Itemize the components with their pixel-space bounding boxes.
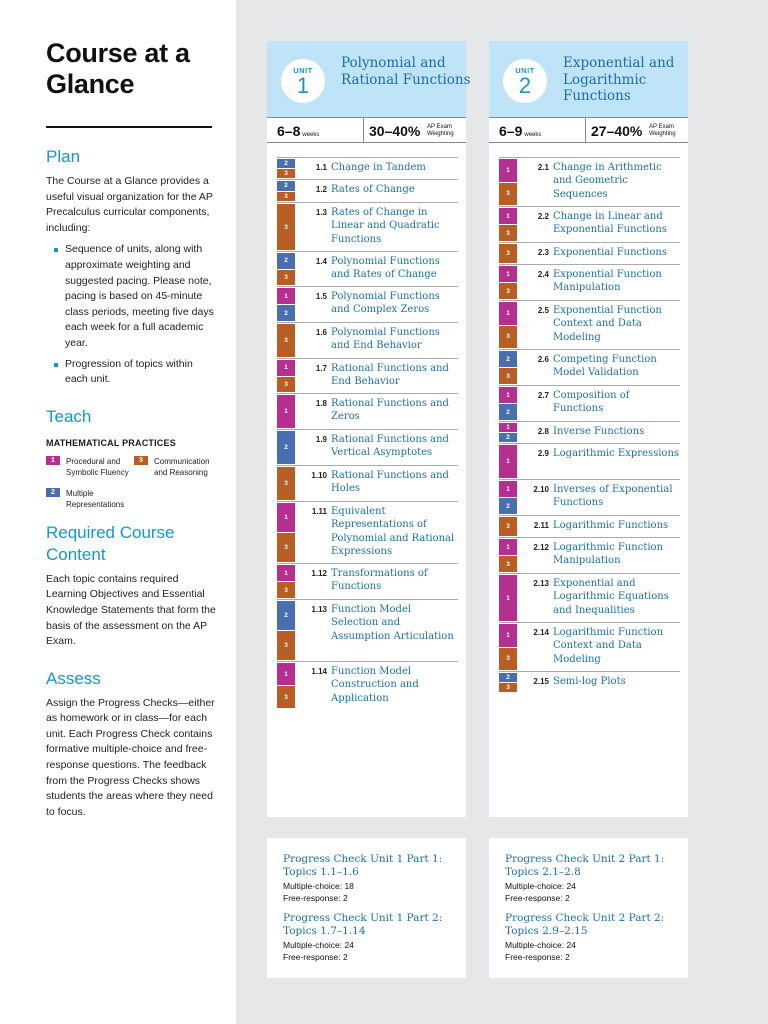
mc-label: Multiple-choice:: [283, 939, 343, 950]
mc-value: 18: [344, 880, 354, 891]
practice-badge: 2: [499, 433, 517, 442]
practice-badge: 3: [499, 283, 517, 299]
topic-number: 2.10: [533, 485, 549, 494]
weeks-value: 6–9: [499, 123, 523, 139]
progress-check-title[interactable]: Progress Check Unit 1 Part 1: Topics 1.1–1.6: [283, 853, 443, 879]
topic-number: 1.10: [311, 471, 327, 480]
plan-bullet-text: Progression of topics within each unit.: [65, 357, 193, 386]
topic-row[interactable]: [499, 622, 680, 671]
topic-link[interactable]: Function Model Construction and Application: [331, 666, 419, 704]
practice-badge: 3: [277, 631, 295, 660]
practice-bar: [499, 575, 517, 621]
topic-link[interactable]: Exponential and Logarithmic Equations and Inequalities: [553, 578, 669, 616]
practice-bar: [499, 539, 517, 572]
unit-pacing-strip: [267, 117, 466, 143]
content-text: Each topic contains required Learning Objectives and Essential Knowledge Statements that form the basis of the assessment on the AP Exam.: [46, 572, 216, 648]
plan-bullet: [54, 357, 218, 388]
fr-label: Free-response:: [283, 892, 341, 903]
unit-pacing-strip: [489, 117, 688, 143]
assess-text: Assign the Progress Checks—either as homework or in class—for each unit. Each Progress Check contains formative multiple-choice and free-response questions. The feedback from the Progress Checks shows students the areas where they need to focus.: [46, 696, 215, 818]
exam-weighting: 27–40%: [591, 123, 643, 139]
practice-badge: 1: [499, 481, 517, 498]
topic-number: 2.12: [533, 543, 549, 552]
practice-bar: [277, 395, 295, 428]
topic-link[interactable]: Logarithmic Function Context and Data Modeling: [553, 627, 664, 665]
unit-header: [267, 41, 471, 117]
practice-bar: [277, 565, 295, 598]
multiple-choice-count: [505, 880, 688, 892]
practice-badge: 2: [277, 159, 295, 169]
mc-label: Multiple-choice:: [505, 880, 565, 891]
topic-row[interactable]: [277, 251, 458, 286]
topic-row[interactable]: [277, 393, 458, 429]
topic-row[interactable]: [277, 501, 458, 563]
topic-link[interactable]: Rates of Change in Linear and Quadratic Functions: [331, 207, 440, 245]
plan-bullets: [46, 242, 236, 387]
unit-badge: [281, 59, 325, 103]
topic-number: 1.9: [315, 435, 327, 444]
practice-bar: [499, 302, 517, 348]
fr-label: Free-response:: [505, 951, 563, 962]
practice-bar: [499, 159, 517, 205]
practice-badge: 3: [499, 326, 517, 349]
fr-value: 2: [565, 951, 570, 962]
pacing-weeks: [499, 123, 541, 139]
practice-bar: [277, 601, 295, 660]
topic-row[interactable]: [499, 573, 680, 622]
topic-link[interactable]: Polynomial Functions and Rates of Change: [331, 256, 440, 281]
weeks-unit: weeks: [302, 132, 320, 138]
topic-link[interactable]: Function Model Selection and Assumption Articulation: [331, 604, 454, 642]
unit-label: UNIT: [293, 66, 313, 75]
practice-badge: 1: [499, 624, 517, 648]
legend-swatch: 3: [134, 456, 148, 465]
practices-heading: MATHEMATICAL PRACTICES: [46, 437, 176, 448]
topic-link[interactable]: Polynomial Functions and Complex Zeros: [331, 291, 440, 316]
mc-value: 24: [566, 939, 576, 950]
topic-link[interactable]: Transformations of Functions: [331, 568, 428, 593]
practice-bar: [499, 351, 517, 384]
pacing-weeks: [277, 123, 319, 139]
content-heading: Required Course Content: [46, 522, 175, 564]
practice-badge: 3: [277, 270, 295, 286]
fr-label: Free-response:: [505, 892, 563, 903]
topic-link[interactable]: Change in Tandem: [331, 162, 426, 173]
topic-row[interactable]: [277, 157, 458, 179]
topic-row[interactable]: [277, 286, 458, 322]
topic-link[interactable]: Change in Arithmetic and Geometric Sequences: [553, 162, 662, 200]
topic-row[interactable]: [499, 264, 680, 300]
bullet-square-icon: [54, 248, 58, 252]
practice-badge: 2: [277, 305, 295, 321]
topic-number: 1.5: [315, 292, 327, 301]
practice-bar: [499, 673, 517, 692]
topic-link[interactable]: Inverse Functions: [553, 426, 645, 437]
practice-bar: [499, 387, 517, 420]
topic-row[interactable]: [277, 202, 458, 251]
practice-badge: 3: [499, 683, 517, 692]
practice-bar: [499, 266, 517, 299]
topic-link[interactable]: Equivalent Representations of Polynomial and Rational Expressions: [331, 506, 455, 558]
legend-item-representations: [46, 488, 132, 510]
practice-badge: 1: [277, 288, 295, 305]
practice-badge: 1: [499, 423, 517, 433]
legend-item-communication: [134, 456, 218, 478]
title-divider: [46, 126, 212, 128]
topic-link[interactable]: Exponential Functions: [553, 247, 667, 258]
practice-badge: 2: [277, 181, 295, 192]
weeks-value: 6–8: [277, 123, 301, 139]
practice-badge: 1: [499, 575, 517, 621]
practice-badge: 3: [277, 686, 295, 708]
topic-link[interactable]: Exponential Function Manipulation: [553, 269, 662, 294]
multiple-choice-count: [283, 939, 466, 951]
practice-badge: 2: [499, 498, 517, 514]
topic-row[interactable]: [499, 421, 680, 443]
practice-badge: 2: [499, 351, 517, 368]
topic-number: 2.13: [533, 579, 549, 588]
fr-value: 2: [343, 892, 348, 903]
pacing-divider: [585, 118, 586, 142]
topic-row[interactable]: [499, 206, 680, 242]
practice-badge: 1: [277, 663, 295, 686]
practice-bar: [277, 204, 295, 250]
practice-badge: 1: [499, 266, 517, 283]
pacing-divider: [363, 118, 364, 142]
plan-bullet: [54, 242, 218, 351]
practice-badge: 3: [499, 244, 517, 263]
topic-number: 1.8: [315, 399, 327, 408]
practice-badge: 1: [277, 360, 295, 377]
practice-badge: 2: [499, 673, 517, 683]
progress-check-title[interactable]: Progress Check Unit 2 Part 1: Topics 2.1–2.8: [505, 853, 665, 879]
practice-badge: 2: [277, 431, 295, 464]
topic-number: 2.6: [537, 355, 549, 364]
practice-badge: 2: [277, 253, 295, 270]
practice-badge: 1: [499, 302, 517, 326]
topic-link[interactable]: Semi-log Plots: [553, 676, 626, 687]
unit-2-progress-checks: [489, 838, 688, 978]
exam-weighting-label: AP Exam Weighting: [649, 124, 676, 137]
topic-row[interactable]: [499, 479, 680, 515]
practice-badge: 3: [277, 377, 295, 393]
topic-number: 2.2: [537, 212, 549, 221]
topic-number: 1.14: [311, 667, 327, 676]
topic-number: 1.6: [315, 328, 327, 337]
practice-badge: 2: [499, 404, 517, 420]
topic-number: 1.1: [315, 163, 327, 172]
unit-number: 1: [296, 73, 310, 98]
practice-bar: [499, 208, 517, 241]
exam-weighting-label: AP Exam Weighting: [427, 124, 454, 137]
fr-value: 2: [565, 892, 570, 903]
practice-badge: 1: [277, 565, 295, 582]
practice-badge: 3: [277, 324, 295, 357]
topic-row[interactable]: [277, 358, 458, 393]
practice-bar: [499, 244, 517, 263]
progress-check-gap: [283, 904, 466, 912]
free-response-count: [283, 892, 466, 904]
weeks-unit: weeks: [524, 132, 542, 138]
topic-row[interactable]: [277, 179, 458, 202]
topic-link[interactable]: Rational Functions and End Behavior: [331, 363, 449, 388]
topic-row[interactable]: [499, 671, 680, 693]
unit-header: [489, 41, 688, 117]
legend-item-procedural: [46, 456, 132, 478]
practice-bar: [277, 324, 295, 357]
plan-intro: The Course at a Glance provides a useful visual organization for the AP Precalculus curricular components, including:: [46, 175, 213, 234]
fr-value: 2: [343, 951, 348, 962]
topic-row[interactable]: [277, 429, 458, 465]
topic-number: 2.5: [537, 306, 549, 315]
topic-row[interactable]: [499, 443, 680, 479]
topic-link[interactable]: Rates of Change: [331, 184, 415, 195]
practice-badge: 3: [277, 169, 295, 178]
topic-number: 1.2: [315, 185, 327, 194]
topic-number: 1.3: [315, 208, 327, 217]
practice-badge: 3: [499, 183, 517, 206]
practice-badge: 3: [277, 582, 295, 598]
multiple-choice-count: [283, 880, 466, 892]
topic-number: 2.8: [537, 427, 549, 436]
topic-list: [499, 157, 680, 693]
practice-badge: 3: [277, 467, 295, 500]
practice-badge: 3: [499, 517, 517, 536]
topic-row[interactable]: [277, 563, 458, 599]
topic-number: 2.4: [537, 270, 549, 279]
sidebar: [0, 0, 236, 1024]
fr-label: Free-response:: [283, 951, 341, 962]
legend-label: Procedural and Symbolic Fluency: [66, 456, 129, 477]
topic-row[interactable]: [277, 322, 458, 358]
practice-bar: [277, 663, 295, 708]
legend-label: Communication and Reasoning: [154, 456, 210, 477]
practice-badge: 3: [499, 648, 517, 671]
teach-heading: Teach: [46, 406, 92, 426]
progress-check-gap: [505, 904, 688, 912]
topic-link[interactable]: Logarithmic Function Manipulation: [553, 542, 664, 567]
practice-bar: [277, 503, 295, 562]
topic-link[interactable]: Exponential Function Context and Data Modeling: [553, 305, 662, 343]
practice-badge: 3: [499, 225, 517, 241]
topic-number: 2.11: [533, 521, 549, 530]
page-title: Course at a Glance: [46, 38, 190, 99]
unit-label: UNIT: [515, 66, 535, 75]
bullet-square-icon: [54, 363, 58, 367]
practice-bar: [277, 288, 295, 321]
practice-bar: [277, 159, 295, 178]
practice-badge: 1: [277, 503, 295, 533]
topic-link[interactable]: Inverses of Exponential Functions: [553, 484, 673, 509]
unit-1-card: [267, 41, 471, 817]
exam-weighting: 30–40%: [369, 123, 421, 139]
mc-value: 24: [344, 939, 354, 950]
topic-row[interactable]: [499, 300, 680, 349]
practice-badge: 1: [499, 445, 517, 478]
practice-badge: 3: [277, 533, 295, 562]
progress-check-title[interactable]: Progress Check Unit 1 Part 2: Topics 1.7–1.14: [283, 911, 443, 938]
practice-bar: [499, 481, 517, 514]
practice-badge: 3: [277, 204, 295, 250]
topic-link[interactable]: Logarithmic Functions: [553, 520, 669, 531]
topic-number: 2.9: [537, 449, 549, 458]
practice-badge: 3: [499, 556, 517, 572]
topic-row[interactable]: [277, 661, 458, 709]
practice-bar: [499, 423, 517, 442]
topic-number: 2.7: [537, 391, 549, 400]
free-response-count: [505, 951, 688, 963]
topic-number: 2.3: [537, 248, 549, 257]
topic-link[interactable]: Rational Functions and Holes: [331, 470, 449, 495]
progress-check-title[interactable]: Progress Check Unit 2 Part 2: Topics 2.9–2.15: [505, 911, 665, 938]
topic-row[interactable]: [499, 515, 680, 537]
assess-heading: Assess: [46, 668, 101, 688]
practice-badge: 2: [277, 601, 295, 631]
topic-row[interactable]: [277, 465, 458, 501]
practice-badge: 1: [277, 395, 295, 428]
free-response-count: [283, 951, 466, 963]
practice-badge: 1: [499, 159, 517, 183]
practice-bar: [277, 431, 295, 464]
topic-row[interactable]: [499, 242, 680, 264]
topic-row[interactable]: [499, 537, 680, 573]
unit-title: Exponential and Logarithmic Functions: [563, 55, 675, 104]
unit-2-card: [489, 41, 688, 817]
topic-number: 2.14: [533, 628, 549, 637]
topic-link[interactable]: Polynomial Functions and End Behavior: [331, 327, 440, 352]
legend-label: Multiple Representations: [66, 488, 125, 509]
unit-number: 2: [518, 73, 532, 98]
plan-heading: Plan: [46, 147, 81, 166]
topic-link[interactable]: Competing Function Model Validation: [553, 354, 657, 379]
practice-bar: [277, 253, 295, 285]
topic-number: 1.11: [311, 507, 327, 516]
topic-link[interactable]: Composition of Functions: [553, 390, 630, 415]
practice-bar: [499, 517, 517, 536]
mc-value: 24: [566, 880, 576, 891]
mc-label: Multiple-choice:: [505, 939, 565, 950]
practice-bar: [277, 181, 295, 201]
topic-number: 1.13: [311, 605, 327, 614]
topic-list: [277, 157, 458, 709]
practice-bar: [277, 467, 295, 500]
plan-bullet-text: Sequence of units, along with approximate weighting and suggested pacing. Please note, pacing is based on 45-minute class periods, meeting five days each week for a full academic year.: [65, 243, 214, 349]
practice-bar: [499, 624, 517, 670]
topic-link[interactable]: Rational Functions and Zeros: [331, 398, 449, 423]
practice-badge: 3: [499, 368, 517, 384]
unit-title: Polynomial and Rational Functions: [341, 55, 471, 88]
free-response-count: [505, 892, 688, 904]
practice-badge: 1: [499, 539, 517, 556]
unit-badge: [503, 59, 547, 103]
topic-number: 1.12: [311, 569, 327, 578]
topic-link[interactable]: Rational Functions and Vertical Asymptotes: [331, 434, 449, 459]
legend-swatch: 2: [46, 488, 60, 497]
unit-1-progress-checks: [267, 838, 466, 978]
legend-swatch: 1: [46, 456, 60, 465]
practice-bar: [499, 445, 517, 478]
practice-bar: [277, 360, 295, 392]
practice-badge: 1: [499, 208, 517, 225]
practice-badge: 3: [277, 192, 295, 202]
mc-label: Multiple-choice:: [283, 880, 343, 891]
topic-link[interactable]: Logarithmic Expressions: [553, 448, 680, 459]
topic-row[interactable]: [277, 599, 458, 661]
topic-number: 1.4: [315, 257, 327, 266]
practice-badge: 1: [499, 387, 517, 404]
multiple-choice-count: [505, 939, 688, 951]
practices-legend: [46, 456, 226, 518]
topic-row[interactable]: [499, 349, 680, 385]
topic-link[interactable]: Change in Linear and Exponential Functions: [553, 211, 667, 236]
topic-row[interactable]: [499, 157, 680, 206]
topic-number: 1.7: [315, 364, 327, 373]
topic-number: 2.15: [533, 677, 549, 686]
topic-number: 2.1: [537, 163, 549, 172]
topic-row[interactable]: [499, 385, 680, 421]
